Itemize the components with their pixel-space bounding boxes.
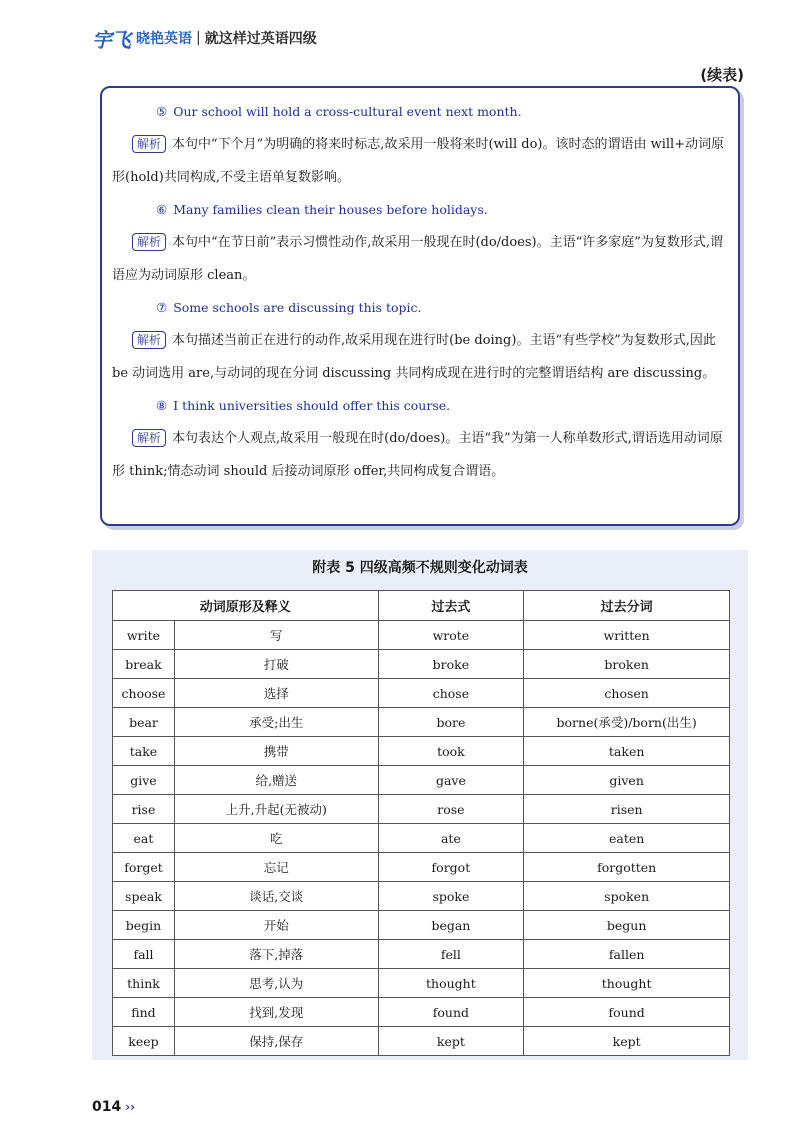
verb-past-cell: found — [378, 998, 524, 1027]
header-separator: | — [196, 30, 201, 46]
table-title: 附表 5 四级高频不规则变化动词表 — [312, 560, 528, 576]
verb-participle-cell: thought — [524, 969, 730, 998]
verb-participle-cell: found — [524, 998, 730, 1027]
verb-participle-cell: fallen — [524, 940, 730, 969]
verb-meaning-cell: 开始 — [174, 911, 378, 940]
analysis-badge: 解析 — [132, 135, 166, 153]
series-title: 就这样过英语四级 — [204, 31, 317, 47]
page-number — [92, 1099, 135, 1115]
verb-meaning-cell: 上升,升起(无被动) — [174, 795, 378, 824]
analysis-text: 本句表达个人观点,故采用一般现在时(do/does)。主语“我”为第一人称单数形式,谓语选用动词原形 think;情态动词 should 后接动词原形 offer,共同构成复合谓语。 — [112, 431, 723, 479]
header-base-meaning: 动词原形及释义 — [113, 591, 379, 621]
example-sentence — [112, 292, 728, 324]
page-header — [92, 22, 317, 54]
table-header-row — [113, 591, 730, 621]
irregular-verb-table — [112, 590, 730, 1056]
verb-base-cell: break — [113, 650, 175, 679]
examples-box — [100, 86, 740, 526]
example-text: I think universities should offer this course. — [173, 398, 451, 413]
verb-past-cell: rose — [378, 795, 524, 824]
verb-meaning-cell: 给,赠送 — [174, 766, 378, 795]
continued-label: (续表) — [700, 66, 744, 84]
analysis-text: 本句中“在节日前”表示习惯性动作,故采用一般现在时(do/does)。主语“许多家庭”为复数形式,谓语应为动词原形 clean。 — [112, 235, 724, 283]
example-text: Many families clean their houses before holidays. — [173, 202, 488, 217]
verb-past-cell: wrote — [378, 621, 524, 650]
example-number: ⑤ — [156, 104, 168, 119]
verb-base-cell: write — [113, 621, 175, 650]
table-row — [113, 737, 730, 766]
verb-meaning-cell: 打破 — [174, 650, 378, 679]
verb-base-cell: find — [113, 998, 175, 1027]
verb-meaning-cell: 落下,掉落 — [174, 940, 378, 969]
verb-base-cell: choose — [113, 679, 175, 708]
analysis-text: 本句描述当前正在进行的动作,故采用现在进行时(be doing)。主语“有些学校”为复数形式,因此 be 动词选用 are,与动词的现在分词 discussing 共同构成现在进行时的完整谓语结构 are discussing。 — [112, 333, 716, 381]
table-row — [113, 708, 730, 737]
verb-participle-cell: spoken — [524, 882, 730, 911]
verb-participle-cell: forgotten — [524, 853, 730, 882]
verb-participle-cell: risen — [524, 795, 730, 824]
analysis-paragraph — [112, 422, 728, 488]
verb-past-cell: thought — [378, 969, 524, 998]
verb-participle-cell: kept — [524, 1027, 730, 1056]
header-participle: 过去分词 — [524, 591, 730, 621]
verb-participle-cell: chosen — [524, 679, 730, 708]
verb-past-cell: kept — [378, 1027, 524, 1056]
verb-participle-cell: eaten — [524, 824, 730, 853]
verb-past-cell: chose — [378, 679, 524, 708]
verb-past-cell: ate — [378, 824, 524, 853]
brand-name: 晓艳英语 — [136, 31, 192, 47]
verb-base-cell: speak — [113, 882, 175, 911]
example-text: Our school will hold a cross-cultural event next month. — [173, 104, 522, 119]
verb-participle-cell: written — [524, 621, 730, 650]
verb-participle-cell: broken — [524, 650, 730, 679]
verb-participle-cell: begun — [524, 911, 730, 940]
verb-meaning-cell: 忘记 — [174, 853, 378, 882]
verb-base-cell: rise — [113, 795, 175, 824]
verb-participle-cell: given — [524, 766, 730, 795]
analysis-badge: 解析 — [132, 331, 166, 349]
verb-base-cell: begin — [113, 911, 175, 940]
verb-meaning-cell: 谈话,交谈 — [174, 882, 378, 911]
verb-base-cell: take — [113, 737, 175, 766]
verb-meaning-cell: 承受;出生 — [174, 708, 378, 737]
verb-base-cell: forget — [113, 853, 175, 882]
example-sentence — [112, 96, 728, 128]
verb-participle-cell: taken — [524, 737, 730, 766]
verb-base-cell: keep — [113, 1027, 175, 1056]
example-sentence — [112, 390, 728, 422]
verb-meaning-cell: 找到,发现 — [174, 998, 378, 1027]
table-row — [113, 998, 730, 1027]
verb-base-cell: fall — [113, 940, 175, 969]
example-number: ⑥ — [156, 202, 168, 217]
verb-base-cell: eat — [113, 824, 175, 853]
verb-past-cell: began — [378, 911, 524, 940]
verb-table-panel — [92, 550, 748, 1060]
analysis-text: 本句中“下个月”为明确的将来时标志,故采用一般将来时(will do)。该时态的谓语由 will+动词原形(hold)共同构成,不受主语单复数影响。 — [112, 137, 725, 185]
analysis-badge: 解析 — [132, 429, 166, 447]
table-row — [113, 940, 730, 969]
example-number: ⑧ — [156, 398, 168, 413]
verb-past-cell: fell — [378, 940, 524, 969]
verb-meaning-cell: 思考,认为 — [174, 969, 378, 998]
table-row — [113, 911, 730, 940]
analysis-paragraph — [112, 128, 728, 194]
verb-base-cell: give — [113, 766, 175, 795]
verb-meaning-cell: 选择 — [174, 679, 378, 708]
page-number-text: 014 — [92, 1099, 122, 1115]
verb-past-cell: bore — [378, 708, 524, 737]
verb-meaning-cell: 写 — [174, 621, 378, 650]
table-row — [113, 1027, 730, 1056]
table-row — [113, 795, 730, 824]
analysis-badge: 解析 — [132, 233, 166, 251]
brand-logo: 宇飞 — [92, 27, 130, 52]
page-arrow-icon: ›› — [125, 1100, 136, 1114]
table-row — [113, 766, 730, 795]
table-row — [113, 853, 730, 882]
verb-participle-cell: borne(承受)/born(出生) — [524, 708, 730, 737]
verb-past-cell: spoke — [378, 882, 524, 911]
table-row — [113, 882, 730, 911]
example-number: ⑦ — [156, 300, 168, 315]
example-sentence — [112, 194, 728, 226]
verb-meaning-cell: 携带 — [174, 737, 378, 766]
table-row — [113, 679, 730, 708]
analysis-paragraph — [112, 324, 728, 390]
verb-meaning-cell: 吃 — [174, 824, 378, 853]
verb-past-cell: forgot — [378, 853, 524, 882]
header-past: 过去式 — [378, 591, 524, 621]
table-row — [113, 969, 730, 998]
verb-past-cell: took — [378, 737, 524, 766]
analysis-paragraph — [112, 226, 728, 292]
table-row — [113, 824, 730, 853]
table-row — [113, 650, 730, 679]
verb-base-cell: think — [113, 969, 175, 998]
verb-past-cell: gave — [378, 766, 524, 795]
verb-meaning-cell: 保持,保存 — [174, 1027, 378, 1056]
table-row — [113, 621, 730, 650]
verb-base-cell: bear — [113, 708, 175, 737]
example-text: Some schools are discussing this topic. — [173, 300, 422, 315]
verb-past-cell: broke — [378, 650, 524, 679]
